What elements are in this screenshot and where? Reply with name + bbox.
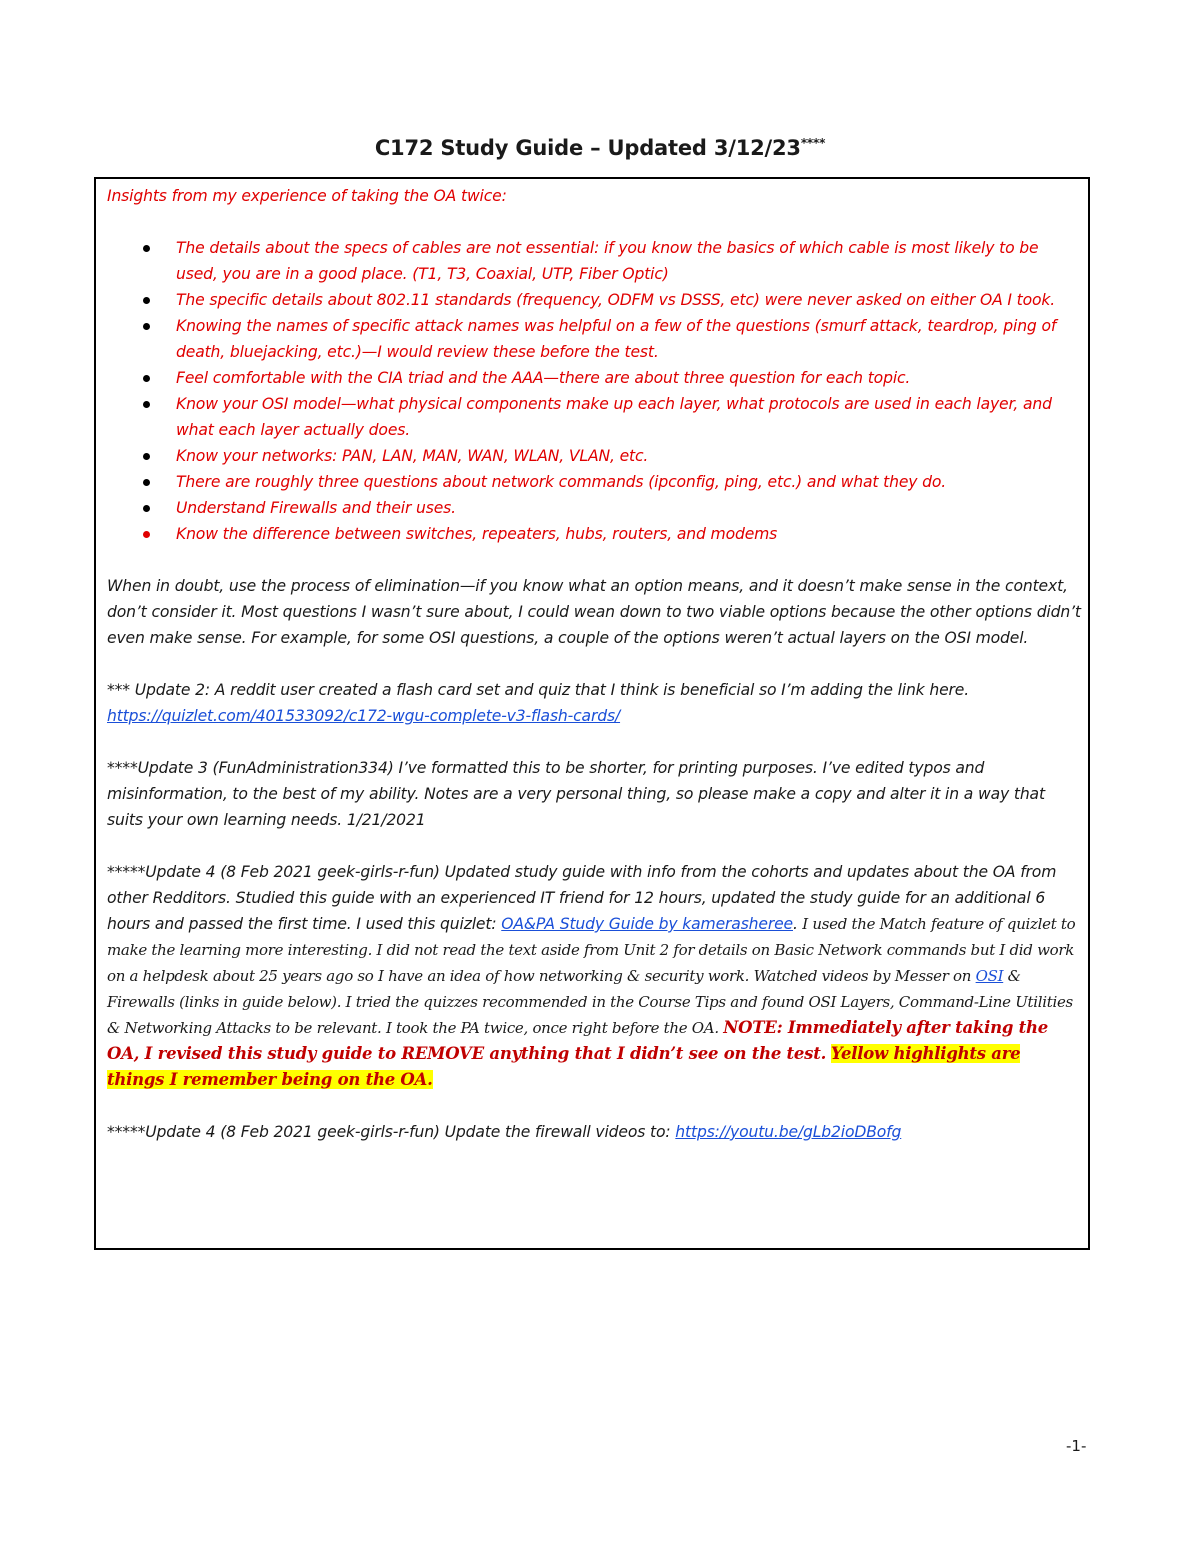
list-item-text: The specific details about 802.11 standards (frequency, ODFM vs DSSS, etc) were never asked on either OA I took. — [176, 291, 1056, 309]
elimination-paragraph: When in doubt, use the process of elimination—if you know what an option means, and it doesn’t make sense in the context, don’t consider it. Most questions I wasn’t sure about, I could wean down to two viable options because the other options didn’t even make sense. For example, for some OSI questions, a couple of the options weren’t actual layers on the OSI model. — [107, 577, 1081, 647]
list-item-text: Understand Firewalls and their uses. — [176, 499, 456, 517]
page-title-text: C172 Study Guide – Updated 3/12/23 — [374, 136, 801, 160]
list-item-text: Know your OSI model—what physical components make up each layer, what protocols are used in each layer, and what each layer actually does. — [176, 395, 1052, 439]
update2-text: *** Update 2: A reddit user created a flash card set and quiz that I think is beneficial so I’m adding the link here. — [107, 681, 970, 699]
list-item — [107, 235, 1082, 287]
update3-paragraph: ****Update 3 (FunAdministration334) I’ve formatted this to be shorter, for printing purposes. I’ve edited typos and misinformation, to the best of my ability. Notes are a very personal thing, so please make a copy and alter it in a way that suits your own learning needs. 1/21/2021 — [107, 759, 1045, 829]
bullet-icon — [143, 323, 150, 330]
bullet-icon — [143, 245, 150, 252]
list-item-text: Know your networks: PAN, LAN, MAN, WAN, WLAN, VLAN, etc. — [176, 447, 649, 465]
spacer — [107, 729, 1082, 755]
notes-content — [107, 183, 1082, 1145]
list-item-text: Feel comfortable with the CIA triad and the AAA—there are about three question for each topic. — [176, 369, 911, 387]
list-item — [107, 287, 1082, 313]
bullet-icon — [143, 531, 150, 538]
osi-video-link[interactable]: OSI — [975, 967, 1004, 985]
bullet-icon — [143, 505, 150, 512]
page-number: -1- — [1066, 1437, 1087, 1455]
list-item-text: There are roughly three questions about network commands (ipconfig, ping, etc.) and what they do. — [176, 473, 947, 491]
study-guide-link[interactable]: OA&PA Study Guide by kamerasheree — [501, 915, 793, 933]
list-item-text: The details about the specs of cables are not essential: if you know the basics of which cable is most likely to be used, you are in a good place. (T1, T3, Coaxial, UTP, Fiber Optic) — [176, 239, 1039, 283]
firewall-video-link[interactable]: https://youtu.be/gLb2ioDBofg — [675, 1123, 902, 1141]
update4b-paragraph — [107, 1119, 1082, 1145]
update4-text: *****Update 4 (8 Feb 2021 geek-girls-r-fun) Updated study guide with info from the cohorts and updates about the OA from other Redditors. Studied this guide with an experienced IT friend for 12 hours, updated the study guide for an additional 6 hours and passed the first time. I used this quizlet: — [107, 863, 1057, 933]
spacer — [107, 209, 1082, 235]
highlight-note: Yellow highlights are things I remember being on the OA. — [107, 1044, 1021, 1089]
list-item — [107, 365, 1082, 391]
spacer — [107, 651, 1082, 677]
bullet-icon — [143, 453, 150, 460]
page-title — [0, 136, 1200, 160]
update4b-text: *****Update 4 (8 Feb 2021 geek-girls-r-fun) Update the firewall videos to: — [107, 1123, 676, 1141]
bullet-icon — [143, 297, 150, 304]
quizlet-link[interactable]: https://quizlet.com/401533092/c172-wgu-complete-v3-flash-cards/ — [107, 707, 621, 725]
insights-list — [107, 235, 1082, 547]
note-warning: NOTE: Immediately after taking the OA, I revised this study guide to REMOVE anything that I didn’t see on the test. — [107, 1018, 1049, 1063]
update4-details: I used the Match feature of quizlet to make the learning more interesting. I did not read the text aside from Unit 2 for details on Basic Network commands but I did work on a helpdesk about 25 years ago so I have an idea of how networking & security work. Watched videos by Messer on — [107, 915, 1076, 985]
list-item — [107, 443, 1082, 469]
list-item — [107, 313, 1082, 365]
list-item — [107, 469, 1082, 495]
update4-details-2: & Firewalls (links in guide below). I tried the quizzes recommended in the Course Tips and found OSI Layers, Command-Line Utilities & Networking Attacks to be relevant. I took the PA twice, once right before the OA. — [107, 967, 1073, 1037]
spacer — [107, 1093, 1082, 1119]
update2-paragraph — [107, 677, 1082, 729]
update4-paragraph — [107, 859, 1082, 1093]
list-item — [107, 495, 1082, 521]
spacer — [107, 833, 1082, 859]
list-item — [107, 391, 1082, 443]
list-item — [107, 521, 1082, 547]
page-title-suffix: **** — [800, 136, 826, 150]
list-item-text: Knowing the names of specific attack names was helpful on a few of the questions (smurf attack, teardrop, ping of death, bluejacking, etc.)—I would review these before the test. — [176, 317, 1057, 361]
bullet-icon — [143, 479, 150, 486]
bullet-icon — [143, 401, 150, 408]
update4-period: . — [793, 915, 798, 933]
list-item-text: Know the difference between switches, repeaters, hubs, routers, and modems — [176, 525, 778, 543]
insights-heading: Insights from my experience of taking the OA twice: — [107, 187, 507, 205]
spacer — [107, 547, 1082, 573]
bullet-icon — [143, 375, 150, 382]
